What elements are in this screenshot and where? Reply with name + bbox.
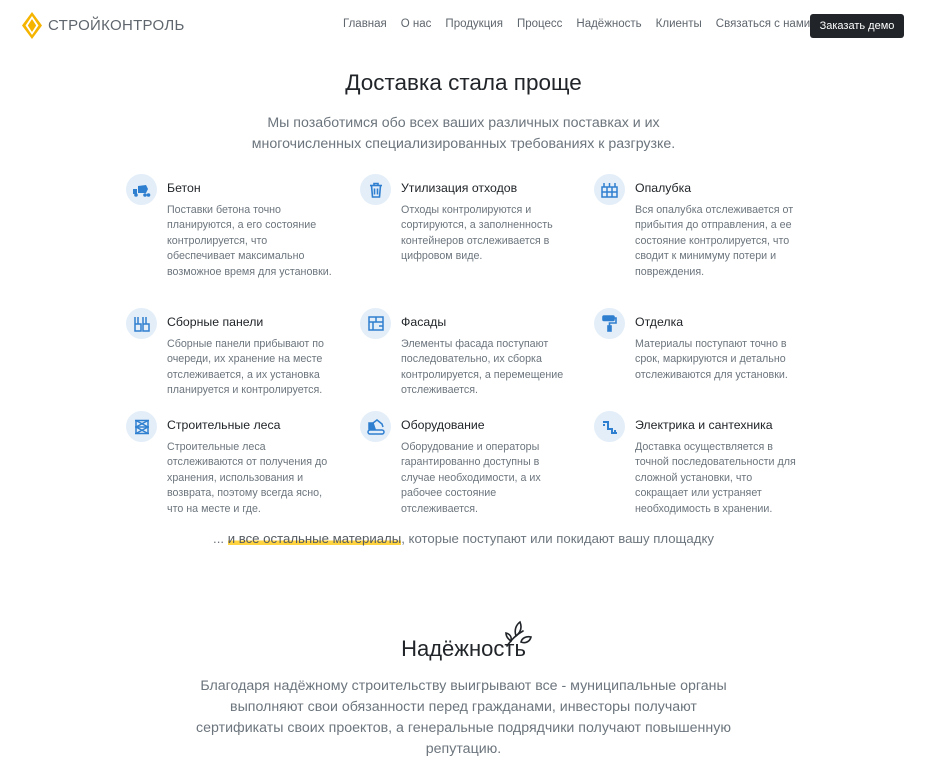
trash-icon (360, 174, 391, 205)
feature-title: Электрика и сантехника (635, 418, 773, 432)
nav-clients[interactable]: Клиенты (655, 18, 702, 30)
delivery-subtitle: Мы позаботимся обо всех ваших различных поставках и их многочисленных специализированных требованиях к разгрузке. (251, 115, 676, 152)
delivery-title: Доставка стала проще (345, 70, 582, 95)
feature-text: Вся опалубка отслеживается от прибытия до отправления, а ее состояние контролируется, что сводит к минимуму потери и повреждения. (635, 204, 794, 278)
more-suffix: , которые поступают или покидают вашу площадку (401, 531, 714, 546)
feature-title: Строительные леса (167, 418, 281, 432)
nav-reliability[interactable]: Надёжность (576, 18, 642, 30)
feature-text: Строительные леса отслеживаются от получения до хранения, использования и возврата, поэтому всегда ясно, что на месте и где. (167, 441, 328, 515)
feature-text: Поставки бетона точно планируются, а его состояние контролируется, что обеспечивает максимально возможное время для установки. (167, 204, 332, 278)
brand-logo[interactable] (22, 12, 185, 39)
pipes-icon (594, 411, 625, 442)
feature-title: Оборудование (401, 418, 485, 432)
highlighted-text: и все остальные материалы (227, 531, 402, 546)
nav-products[interactable]: Продукция (445, 18, 503, 30)
prefab-panels-icon (126, 308, 157, 339)
more-prefix: ... (213, 531, 228, 546)
leaf-icon (503, 620, 533, 650)
feature-title: Бетон (167, 181, 201, 195)
feature-text: Элементы фасада поступают последовательно, их сборка контролируется, а перемещение отслеживается. (401, 338, 564, 397)
order-demo-button[interactable]: Заказать демо (810, 14, 904, 38)
formwork-icon (594, 174, 625, 205)
feature-title: Опалубка (635, 181, 692, 195)
feature-text: Материалы поступают точно в срок, маркируются и детально отслеживаются для установки. (635, 338, 788, 381)
main-nav (343, 18, 824, 30)
feature-text: Отходы контролируются и сортируются, а заполненность контейнеров отслеживается в цифровом виде. (401, 204, 553, 263)
brand-name: СТРОЙКОНТРОЛЬ (48, 17, 185, 34)
paint-roller-icon (594, 308, 625, 339)
feature-text: Доставка осуществляется в точной последовательности для сложной установки, что сокращает или устраняет необходимость в хранении. (635, 441, 796, 515)
site-header (0, 0, 935, 52)
nav-home[interactable]: Главная (343, 18, 387, 30)
nav-process[interactable]: Процесс (516, 18, 563, 30)
feature-title: Утилизация отходов (401, 181, 518, 195)
scaffolding-icon (126, 411, 157, 442)
concrete-mixer-icon (126, 174, 157, 205)
more-materials-line (0, 531, 927, 546)
nav-contact[interactable]: Связаться с нами (715, 18, 811, 30)
excavator-icon (360, 411, 391, 442)
facade-icon (360, 308, 391, 339)
feature-text: Сборные панели прибывают по очереди, их хранение на месте отслеживается, а их установка планируется и контролируется. (167, 338, 325, 397)
feature-text: Оборудование и операторы гарантированно доступны в случае необходимости, а их рабочее состояние отслеживается. (401, 441, 541, 515)
reliability-title: Надёжность (401, 636, 526, 661)
feature-title: Сборные панели (167, 315, 264, 329)
reliability-text: Благодаря надёжному строительству выигрывают все - муниципальные органы выполняют свои обязанности перед гражданами, инвесторы получают сертификаты своих проектов, а генеральные подрядчики получают повышенную репутацию. (196, 678, 731, 757)
diamond-logo-icon (22, 12, 42, 39)
nav-about[interactable]: О нас (400, 18, 432, 30)
feature-title: Отделка (635, 315, 684, 329)
feature-title: Фасады (401, 315, 447, 329)
